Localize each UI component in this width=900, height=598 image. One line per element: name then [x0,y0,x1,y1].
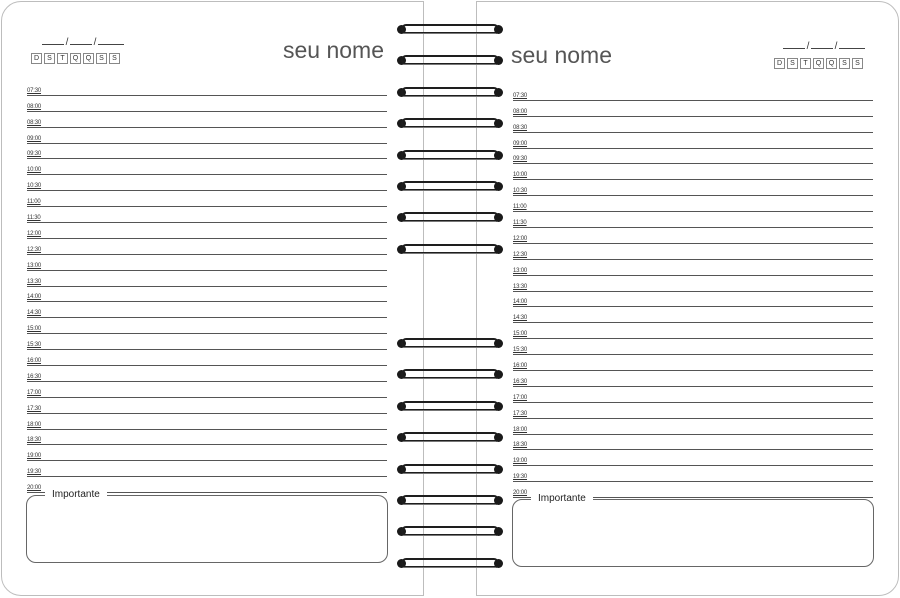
binding-ring [397,430,503,446]
time-slot-row[interactable] [27,223,387,239]
time-slot-row[interactable] [513,307,873,323]
binding-ring [397,210,503,226]
punch-hole [494,151,503,160]
ring-wire-shadow [403,185,497,191]
weekday-box[interactable]: S [96,53,107,64]
ring-wire-shadow [403,216,497,222]
time-slot-row[interactable] [513,164,873,180]
time-slot-row[interactable] [27,207,387,223]
time-slot-row[interactable] [27,398,387,414]
time-slot-row[interactable] [513,228,873,244]
time-label: 10:30 [513,188,528,195]
punch-hole [494,465,503,474]
left-page [1,1,424,596]
time-slot-row[interactable] [513,117,873,133]
time-label: 12:30 [27,246,42,253]
punch-hole [494,182,503,191]
time-slot-row[interactable] [27,128,387,144]
time-label: 17:00 [513,394,528,401]
ring-wire-shadow [403,91,497,97]
time-slot-row[interactable] [513,196,873,212]
time-label: 17:30 [513,410,528,417]
ring-wire-shadow [403,28,497,34]
time-slot-row[interactable] [27,112,387,128]
time-label: 19:00 [27,453,42,460]
time-label: 11:30 [27,215,41,222]
time-slot-row[interactable] [27,239,387,255]
time-label: 13:00 [27,262,42,269]
time-slot-row[interactable] [27,80,387,96]
time-slot-row[interactable] [27,96,387,112]
time-slot-row[interactable] [513,403,873,419]
binding-ring [397,148,503,164]
time-label: 10:00 [513,172,528,179]
time-label: 07:30 [513,92,528,99]
date-month-blank[interactable] [811,40,833,49]
ring-wire-shadow [403,468,497,474]
time-label: 14:30 [27,310,42,317]
weekday-box[interactable]: T [800,58,811,69]
weekday-box[interactable]: S [787,58,798,69]
time-slot-row[interactable] [513,435,873,451]
time-slot-row[interactable] [513,85,873,101]
binding-ring [397,556,503,572]
punch-hole [494,559,503,568]
ring-wire-shadow [403,405,497,411]
weekday-box[interactable]: Q [813,58,824,69]
time-label: 13:30 [27,278,42,285]
time-slot-row[interactable] [513,149,873,165]
time-label: 16:00 [513,363,528,370]
time-slot-row[interactable] [513,323,873,339]
binding-ring [397,179,503,195]
time-label: 14:30 [513,315,528,322]
time-slot-row[interactable] [513,450,873,466]
time-label: 16:00 [27,358,42,365]
time-slot-row[interactable] [513,133,873,149]
ring-wire-shadow [403,59,497,65]
time-label: 13:00 [513,267,528,274]
time-slot-row[interactable] [513,212,873,228]
time-slot-row[interactable] [27,366,387,382]
time-slot-row[interactable] [27,414,387,430]
time-label: 16:30 [513,378,528,385]
time-slot-row[interactable] [513,355,873,371]
time-slot-row[interactable] [513,260,873,276]
time-slot-row[interactable] [27,382,387,398]
page-name-left: seu nome [283,37,385,63]
binding-ring [397,85,503,101]
time-slot-row[interactable] [27,175,387,191]
time-slot-row[interactable] [27,271,387,287]
time-label: 09:30 [27,151,42,158]
time-label: 12:00 [27,230,42,237]
weekday-box[interactable]: S [839,58,850,69]
weekday-box[interactable]: S [852,58,863,69]
date-field-left[interactable] [42,36,124,48]
time-label: 10:00 [27,167,42,174]
time-label: 11:00 [513,204,527,211]
date-year-blank[interactable] [98,36,124,45]
date-slash: / [834,41,838,52]
date-field-right[interactable] [783,40,865,52]
date-day-blank[interactable] [783,40,805,49]
page-name-right: seu nome [511,42,613,68]
time-label: 19:30 [27,469,42,476]
date-slash: / [65,37,69,48]
punch-hole [494,56,503,65]
date-year-blank[interactable] [839,40,865,49]
important-box-left[interactable] [26,489,388,563]
time-slot-row[interactable] [513,101,873,117]
binding-ring [397,462,503,478]
time-label: 15:00 [513,331,528,338]
punch-hole [494,402,503,411]
time-label: 14:00 [513,299,528,306]
weekday-box[interactable]: S [44,53,55,64]
time-slot-row[interactable] [513,371,873,387]
ring-wire-shadow [403,154,497,160]
time-label: 17:30 [27,405,42,412]
time-label: 08:00 [27,103,42,110]
binding-ring [397,53,503,69]
time-label: 09:30 [513,156,528,163]
weekday-boxes-left [31,53,120,64]
punch-hole [494,213,503,222]
time-label: 19:30 [513,474,528,481]
time-slot-row[interactable] [27,144,387,160]
time-label: 18:00 [513,426,528,433]
ring-wire-shadow [403,342,497,348]
important-label: Importante [531,493,593,504]
time-slot-row[interactable] [513,292,873,308]
ring-wire-shadow [403,499,497,505]
time-slot-row[interactable] [27,191,387,207]
punch-hole [494,339,503,348]
time-slot-row[interactable] [27,445,387,461]
binding-ring [397,524,503,540]
time-label: 15:30 [513,347,528,354]
time-label: 09:00 [27,135,42,142]
time-label: 15:00 [27,326,42,333]
time-slot-row[interactable] [513,339,873,355]
time-label: 07:30 [27,87,42,94]
time-slot-row[interactable] [513,244,873,260]
ring-wire-shadow [403,530,497,536]
time-slot-row[interactable] [513,466,873,482]
time-label: 11:00 [27,199,41,206]
weekday-box[interactable]: Q [70,53,81,64]
time-label: 10:30 [27,183,42,190]
time-label: 19:00 [513,458,528,465]
time-label: 18:30 [513,442,528,449]
time-label: 20:00 [27,485,42,492]
date-slash: / [806,41,810,52]
weekday-box[interactable]: Q [826,58,837,69]
schedule-lines-left [27,80,387,493]
time-label: 17:00 [27,389,42,396]
ring-wire-shadow [403,248,497,254]
time-slot-row[interactable] [513,180,873,196]
important-label: Importante [45,489,107,500]
time-slot-row[interactable] [27,430,387,446]
time-slot-row[interactable] [27,334,387,350]
punch-hole [494,25,503,34]
weekday-box[interactable]: D [774,58,785,69]
time-label: 18:30 [27,437,42,444]
time-label: 12:30 [513,251,528,258]
time-slot-row[interactable] [27,350,387,366]
time-label: 18:00 [27,421,42,428]
time-label: 09:00 [513,140,528,147]
time-slot-row[interactable] [27,461,387,477]
date-slash: / [93,37,97,48]
time-slot-row[interactable] [27,302,387,318]
weekday-box[interactable]: S [109,53,120,64]
ring-wire-shadow [403,562,497,568]
binding-ring [397,22,503,38]
ring-wire-shadow [403,373,497,379]
weekday-box[interactable]: Q [83,53,94,64]
weekday-boxes-right [774,58,863,69]
weekday-box[interactable]: T [57,53,68,64]
time-slot-row[interactable] [513,419,873,435]
punch-hole [494,370,503,379]
schedule-lines-right [513,85,873,498]
time-label: 11:30 [513,220,527,227]
binding-ring [397,493,503,509]
punch-hole [494,496,503,505]
punch-hole [494,433,503,442]
ring-wire-shadow [403,436,497,442]
punch-hole [494,88,503,97]
time-slot-row[interactable] [513,276,873,292]
time-slot-row[interactable] [27,318,387,334]
time-label: 16:30 [27,373,42,380]
weekday-box[interactable]: D [31,53,42,64]
ring-wire-shadow [403,122,497,128]
time-slot-row[interactable] [27,255,387,271]
punch-hole [494,527,503,536]
time-label: 20:00 [513,490,528,497]
time-slot-row[interactable] [27,159,387,175]
date-month-blank[interactable] [70,36,92,45]
right-page [476,1,899,596]
binding-ring [397,367,503,383]
time-label: 13:30 [513,283,528,290]
binding-ring [397,116,503,132]
time-label: 15:30 [27,342,42,349]
time-label: 08:30 [27,119,42,126]
time-label: 08:00 [513,108,528,115]
time-slot-row[interactable] [513,387,873,403]
binding-ring [397,399,503,415]
punch-hole [494,119,503,128]
time-label: 12:00 [513,235,528,242]
binding-ring [397,242,503,258]
binding-ring [397,336,503,352]
time-label: 08:30 [513,124,528,131]
punch-hole [494,245,503,254]
time-slot-row[interactable] [27,287,387,303]
time-label: 14:00 [27,294,42,301]
date-day-blank[interactable] [42,36,64,45]
